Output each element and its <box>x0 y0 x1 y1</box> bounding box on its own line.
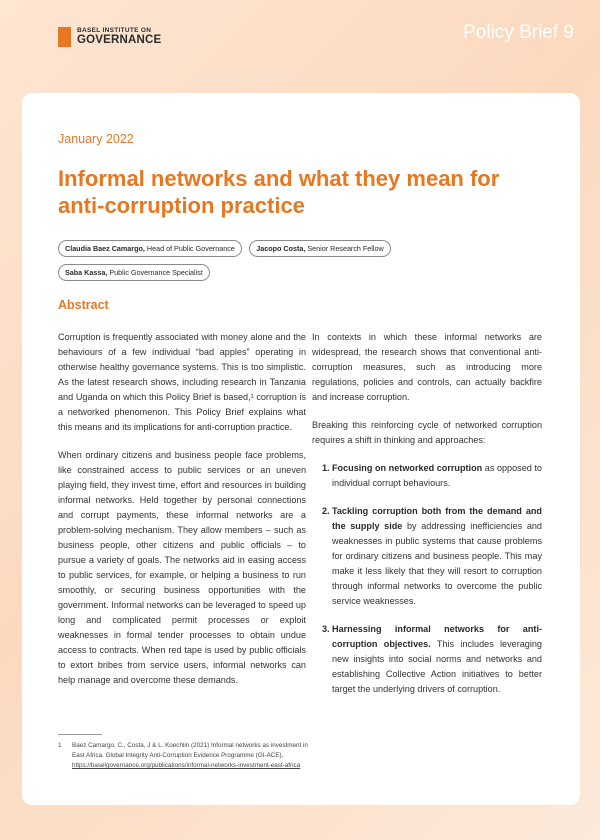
list-item <box>312 622 542 697</box>
header <box>0 0 600 92</box>
logo-text <box>77 28 161 47</box>
footnote-number: 1 <box>58 742 62 749</box>
series-label: Policy Brief 9 <box>463 22 574 43</box>
list-number: 3. <box>322 624 330 634</box>
logo-line1: BASEL INSTITUTE ON <box>77 26 152 34</box>
author-chip <box>58 264 210 281</box>
content-card <box>22 93 580 805</box>
author-chip <box>249 240 390 257</box>
paragraph: Breaking this reinforcing cycle of networked corruption requires a shift in thinking and approaches: <box>312 420 542 445</box>
list-item <box>312 504 542 609</box>
list-text: This includes leveraging new insights into social norms and networks and establishing Collective Action initiatives to better target the underlying drivers of corruption. <box>332 639 542 694</box>
left-column <box>58 330 306 701</box>
list-text: by addressing inefficiencies and weaknesses in public systems that cause problems for ordinary citizens and business people. This may make it less likely that they will resort to corruption through informal networks to overcome the public service weaknesses. <box>332 521 542 606</box>
publication-date: January 2022 <box>58 132 134 146</box>
author-role: Head of Public Governance <box>144 244 235 253</box>
footnote-divider <box>58 734 102 735</box>
logo-mark-icon <box>58 27 71 47</box>
author-name: Jacopo Costa, <box>256 244 306 253</box>
logo-line2: GOVERNANCE <box>77 34 162 46</box>
list-item <box>312 461 542 491</box>
list-number: 1. <box>322 463 330 473</box>
institute-logo[interactable] <box>58 27 161 47</box>
list-number: 2. <box>322 506 330 516</box>
author-role: Senior Research Fellow <box>305 244 384 253</box>
list-highlight: Focusing on networked corruption <box>332 463 483 473</box>
paragraph: In contexts in which these informal networks are widespread, the research shows that conventional anti-corruption measures, such as introducing more regulations, policies and controls, can actually backfire and increase corruption. <box>312 332 542 402</box>
author-chip <box>58 240 242 257</box>
author-list <box>58 238 538 286</box>
list-text: as opposed to individual corrupt behaviours. <box>332 463 542 488</box>
page-title: Informal networks and what they mean for anti-corruption practice <box>58 166 500 218</box>
author-role: Public Governance Specialist <box>107 268 203 277</box>
paragraph: Corruption is frequently associated with money alone and the behaviours of a few individual “bad apples” operating in otherwise healthy governance systems. This is too simplistic. As the latest research shows, including research in Tanzania and Uganda on which this Policy Brief is based,¹ corruption is a networked phenomenon. This Policy Brief explains what this means and its implications for anti-corruption practice. <box>58 332 306 432</box>
list-highlight: Harnessing informal networks for anti-corruption objectives. <box>332 624 542 649</box>
recommendation-list <box>312 461 542 697</box>
footnote-text: Baez Camargo, C., Costa, J & L. Koechlin (2021) Informal networks as investment in East Africa. Global Integrity Anti-Corruption Evidence Programme (GI-ACE), <box>72 742 308 759</box>
author-name: Claudia Baez Camargo, <box>65 244 145 253</box>
list-highlight: Tackling corruption both from the demand and the supply side <box>332 506 542 531</box>
footnote <box>58 741 308 771</box>
right-column <box>312 330 542 710</box>
abstract-heading: Abstract <box>58 298 109 312</box>
footnote-link[interactable]: https://baselgovernance.org/publications/informal-networks-investment-east-africa <box>72 762 301 769</box>
author-name: Saba Kassa, <box>65 268 108 277</box>
paragraph: When ordinary citizens and business people face problems, like constrained access to public services or an uneven playing field, they invest time, effort and resources in building informal networks. Held together by personal connections and corrupt payments, these informal networks are a problem-solving mechanism. They allow members – such as business people, other citizens and public officials – to pursue a variety of goals. The networks aid in easing access to public services, for example, or helping a business to run smoothly, or securing business opportunities with the government. Informal networks can be leveraged to speed up long and complicated permit processes or exploit weaknesses in formal tender processes to obtain undue access to contracts. When red tape is used by public officials to extort bribes from service users, informal networks can help manage and overcome these demands. <box>58 450 306 685</box>
